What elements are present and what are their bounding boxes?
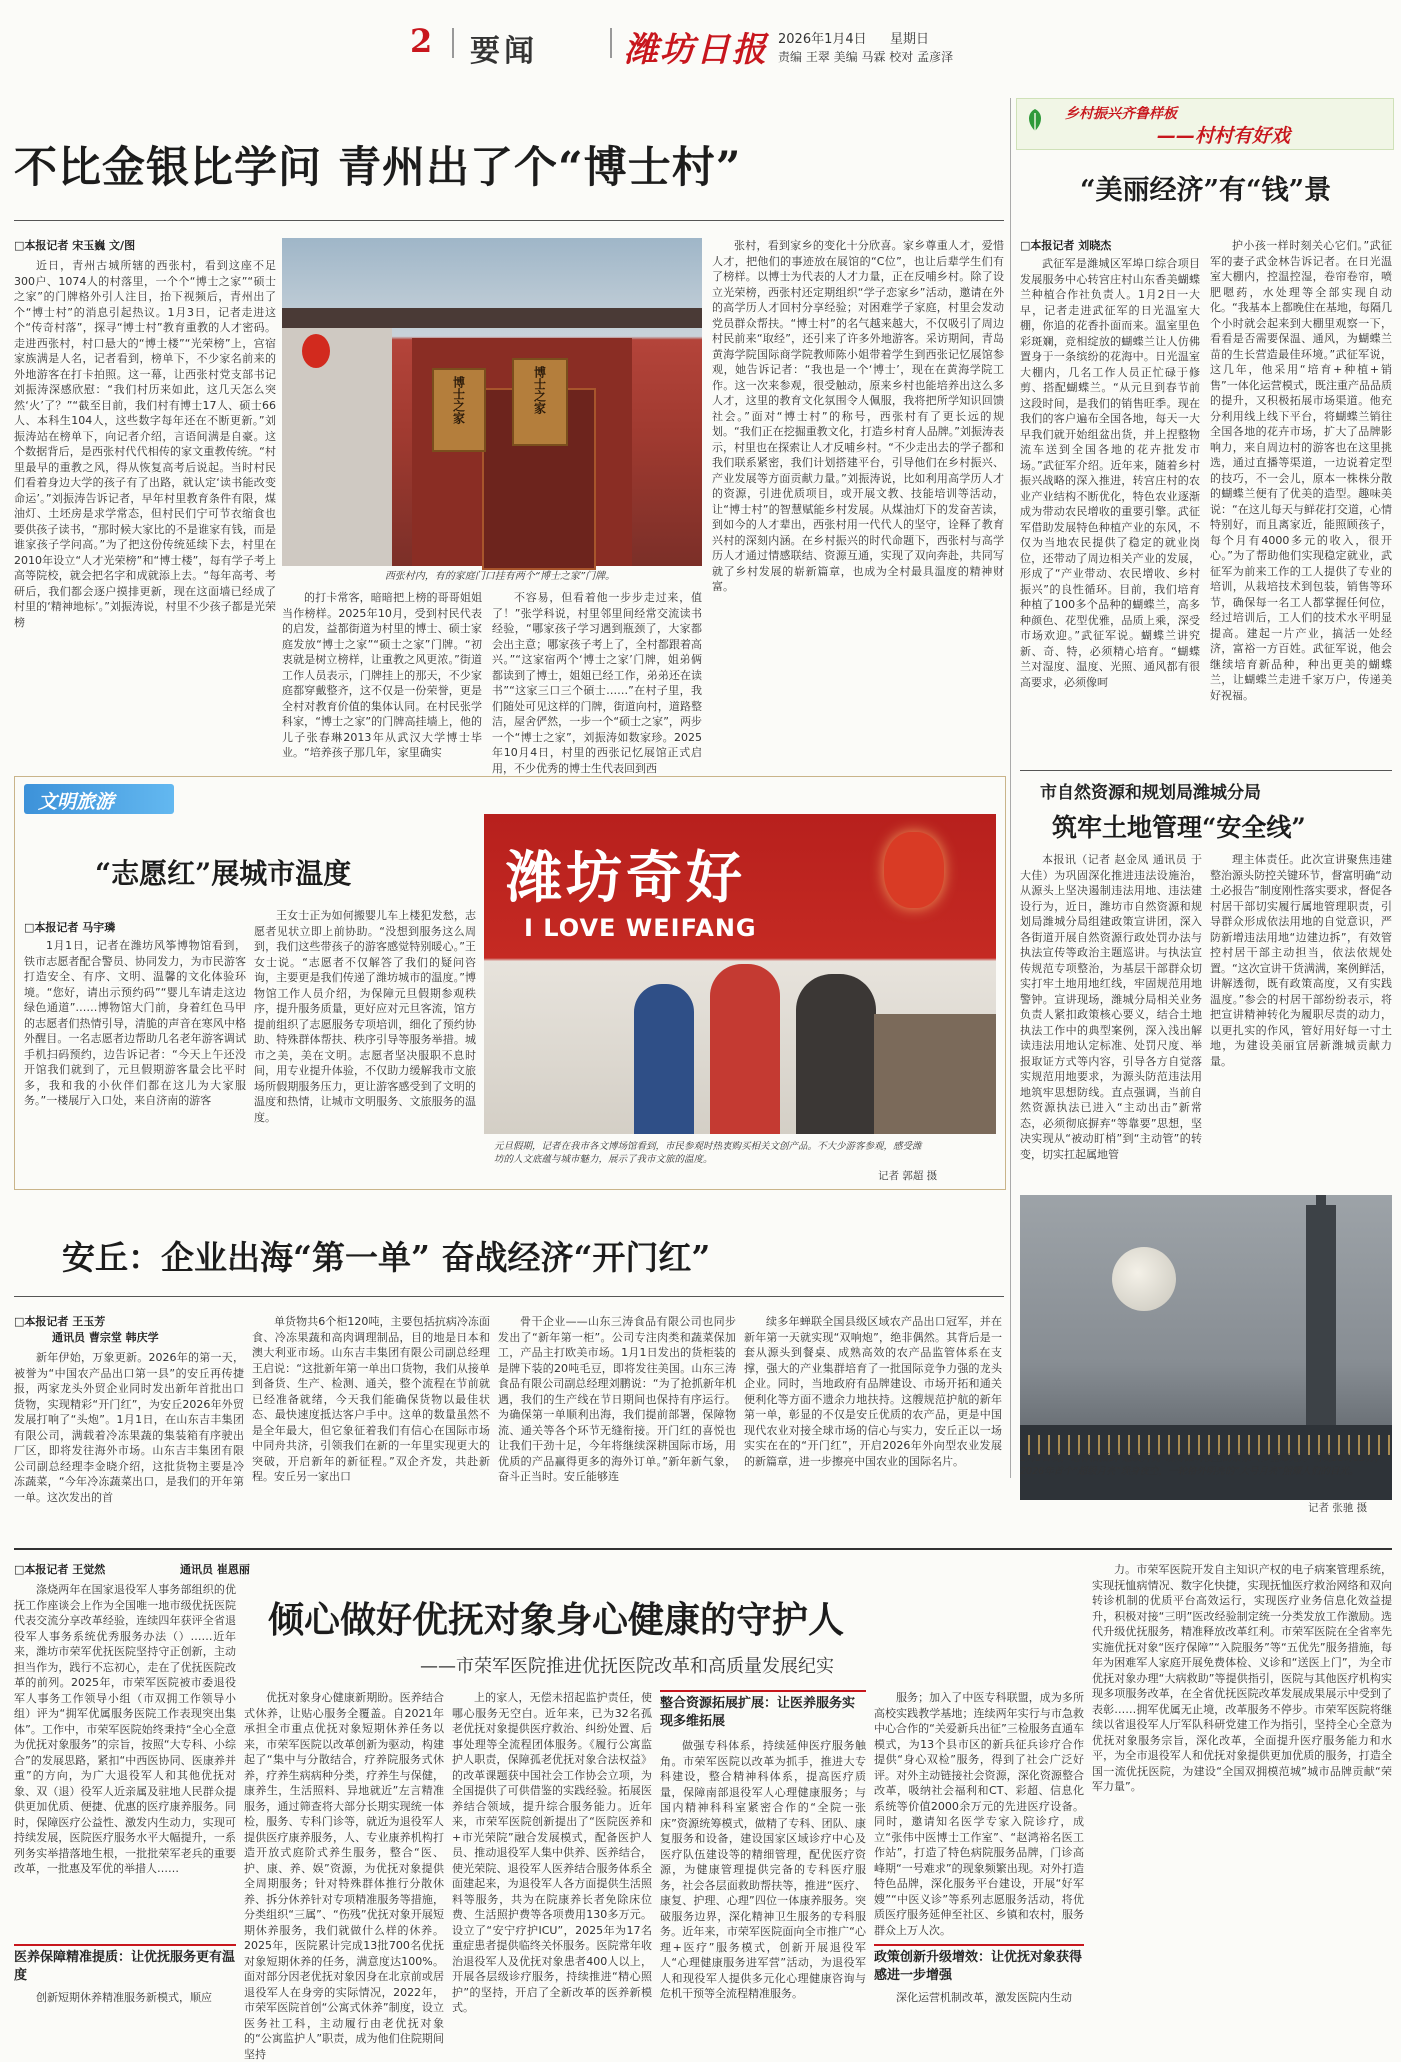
volunteer-title: “志愿红”展城市温度 — [95, 857, 352, 890]
hospital-col4-tail-text: 深化运营机制改革，激发医院内生动 — [896, 1991, 1072, 2004]
lower-section-rule — [14, 1548, 1392, 1550]
doctor-village-col1-text: 近日，青州古城所辖的西张村，看到这座不足300户、1074人的村落里，一个个“博士之家”“硕士之家”的门牌格外引人注目，抬下视频后，青州出了个“博士村”的消息引起热议。1月3日，记者走进这个“传奇村落”，探寻“博士村”教育重教的人才密码。走进西张村，村口悬大的“博士楼”“光荣榜”上，宫宿家族满是人名，记者看到，榜单下，不少家名前来的外地游客在打卡拍照。这一幕，让西张村党支部书记刘振涛深感欣慰：“我们村历来如此，这几天怎么突然‘火’了？”“截至目前，我们村有博士17人、硕士66人、本科生104人，这些数字每年还在不断更新。”刘振涛站在榜单下，向记者介绍，言语间满是自豪。这个数据背后，是西张村代代相传的家文重教传统。“村里最早的重教之风，得从恢复高考后说起。当时村民们看着身边大学的孩子有了出路，就认定‘读书能改变命运’。”刘振涛告诉记者，早年村里教育条件有限，煤油灯、土坯房是求学常态，但村民们宁可节衣缩食也要供孩子读书，“那时候大家比的不是谁家有钱，而是谁家孩子学问高。”为了把这份传统延续下去，村里在2010年设立“人才光荣榜”和“博士楼”，每有学子考上高等院校，就会把名字和成就添上去。“每年高考、考研后，我们都会逐户摸排更新，现在这面墙已经成了村里的‘精神地标’。”刘振涛说，村里不少孩子都是光荣榜 — [14, 259, 276, 629]
tower-top — [1316, 1195, 1326, 1215]
volunteer-photo-credit: 记者 郭超 摄 — [878, 1170, 938, 1182]
volunteer-col1-text: 1月1日，记者在潍坊风筝博物馆看到，铁市志愿者配合警员、协同发力，为市民游客打造安全、有序、文明、温馨的文化体验环境。“您好，请出示预约码”“婴儿车请走这边绿色通道”……博物馆大门前，身着红色马甲的志愿者们热情引导，清脆的声音在寒风中格外醒目。一名志愿者边帮助几名老年游客调试手机扫码预约，边告诉记者：“今天上午还没开馆我们就到了，元旦假期游客量会比平时多，我和我的小伙伴们都在这儿为大家服务。”一楼展厅入口处，来自济南的游客 — [24, 939, 246, 1107]
volunteer-col2-text: 王女士正为如何搬婴儿车上楼犯发愁，志愿者见状立即上前协助。“没想到服务这么周到，我们这些带孩子的游客感觉特别暖心。”王女士说。“志愿者不仅解答了我们的疑问咨询，主要更是我们传递了潍坊城市的温度。”博物馆工作人员介绍，为保障元旦假期参观秩序，提升服务质量，更好应对元旦客流，馆方提前组织了志愿服务专项培训，细化了预约协助、特殊群体帮扶、秩序引导等服务举措。城市之美，美在文明。志愿者坚决服职不息时间，用专业提升体验，不仅助力缓解我市文旅场所假期服务压力，更让游客感受到了文明的温度和热情，让城市文明服务、文旅服务的温度。 — [254, 909, 476, 1124]
section-name: 要闻 — [470, 34, 538, 69]
person-1 — [634, 984, 694, 1134]
land-management-col1 — [1020, 852, 1202, 1190]
doctor-village-col2a — [282, 590, 482, 770]
hospital-col3 — [660, 1738, 866, 2030]
hospital-col1-text: 优抚对象身心健康新期盼。医养结合式休养，让贴心服务全覆盖。自2021年承担全市重点优抚对象短期休养任务以来，市荣军医院以改革创新为驱动，构建起了“集中与分散结合，疗养院服务式休养，疗养生病病种分类，疗养生与保健，康养生，生活照料、异地就近”左言精准服务，通过筛查将大部分长期实现统一体检，服务、专科门诊等，就近为退役军人提供医疗康养服务，人、专业康养机构打造开放式庭阶式养生服务，整合“医、护、康、养、娱”资源，为优抚对象提供全周期服务；针对特殊群体推行分散休养、拆分休养针对专项精准服务等措施，分类组织“三属”、“伤残”优抚对象开展短期休养服务，我们就做什么样的休养。2025年，医院累计完成13批700名优抚对象短期休养的任务，满意度达100%。面对部分因老优抚对象因身在北京前或居退役军人在身旁的实际情况，2022年，市荣军医院首创“公寓式休养”制度，设立医务社工科，主动履行由老优抚对象的“公寓监护人”职责，成为他们住院期间坚持 — [244, 1691, 444, 2061]
theme-banner-line1: 乡村振兴齐鲁样板 — [1065, 106, 1177, 122]
hospital-left-tail — [14, 1990, 236, 2030]
doctor-village-photo-caption: 西张村内，有的家庭门口挂有两个“博士之家”门牌。 — [384, 571, 616, 582]
anqiu-byline-1: □本报记者 王玉芳 — [14, 1315, 106, 1328]
supermoon-credit: 记者 张驰 摄 — [1308, 1502, 1368, 1514]
anqiu-col1-text: 新年伊始，万象更新。2026年的第一天，被誉为“中国农产品出口第一县”的安丘再传捷报，两家龙头外贸企业同时发出新年首批出口货物，实现精彩“开门红”，为安丘2026年外贸发展打响了“头炮”。1月1日，在山东吉丰集团有限公司，满载着冷冻果蔬的集装箱有序驶出厂区，即将发往海外市场。山东吉丰集团有限公司副总经理李金晓介绍，这批货物主要是冷冻蔬菜，“今年冷冻蔬菜出口，是我们的开年第一单。这次发出的首 — [14, 1351, 244, 1504]
hospital-col2-text: 上的家人，无偿未招起监护责任，使哪心服务无空白。近年来，已为32名孤老优抚对象提供医疗救治、纠纷处置、后事处理等全流程团体服务。《履行公寓监护人职责，保障孤老优抚对象合法权益》的改革课题获中国社会工作协会立项，为全国提供了可供借鉴的实践经验。拓展医养结合领域，提升综合服务能力。近年来，市荣军医院创新提出了“医院医养和+市光荣院”融合发展模式，配备医护人员、推动退役军人集中供养、医养结合，使光荣院、退役军人医养结合服务体系全面建起来，为退役军人各方面提供生活照料等服务，共为在院康养长者免除床位费、生活照护费等各项费用130多万元。设立了“安宁疗护ICU”，2025年为17名重症患者提供临终关怀服务。医院常年收治退役军人及优抚对象患者400人以上，开展各层级诊疗服务，持续推进“精心照护”的坚持，开启了全新改革的医养新模式。 — [452, 1691, 652, 2014]
anqiu-byline-2: 通讯员 曹宗堂 韩庆学 — [52, 1331, 159, 1344]
theme-banner — [1016, 98, 1394, 150]
lantern — [302, 334, 330, 368]
civilized-tourism-tag — [24, 784, 174, 814]
plaque-left — [432, 368, 486, 452]
volunteer-col2 — [254, 908, 476, 1178]
hospital-col4-subhead-text: 政策创新升级增效：让优抚对象获得感进一步增强 — [874, 1950, 1083, 1983]
anqiu-col3-text: 骨干企业——山东三涛食品有限公司也同步发出了“新年第一柜”。公司专注肉类和蔬菜保加工，产品主打欧美市场。1月1日发出的货柜装的是牌下装的20吨毛豆，即将发往美国。山东三涛食品有限公司副总经理刘鹏说：“为了抢抓新年机遇，我们的生产线在节日期间也保持有序运行。为确保第一单顺利出海，我们提前部署，保障物流、通关等各个环节无缝衔接。开门红的喜悦也让我们干劲十足，今年将继续深耕国际市场，用优质的产品赢得更多的海外订单。”新年新气象，奋斗正当时。安丘能够连 — [498, 1315, 736, 1483]
volunteer-photo — [484, 814, 996, 1134]
volunteer-byline: □本报记者 马宇璘 — [24, 921, 116, 934]
anqiu-col4-text: 续多年蝉联全国县级区域农产品出口冠军，并在新年第一天就实现“双响炮”，绝非偶然。其背后是一套从源头到餐桌、成熟高效的农产品监管体系在支撑，强大的产业集群培育了一批国际竞争力强的龙头企业。同时，当地政府有品牌建设、市场开拓和通关便利化等方面不遗余力地扶持。这艘规范护航的新年第一单，彰显的不仅是安丘优质的农产品，更是中国现代农业对接全球市场的信心与实力，安丘正以一场实实在在的“开门红”，开启2026年外向型农业发展的新篇章，进一步擦亮中国农业的国际名片。 — [744, 1315, 1002, 1468]
beautiful-economy-col2-text: 护小孩一样时刻关心它们。”武征军的妻子武金林告诉记者。在日光温室大棚内，控温控湿，卷帘卷帘，喷肥嗯药，水处理等全部实现自动化。“我基本上都晚住在基地，每隔几个小时就会起来到大棚里观察一下，看看是否需要保温、通风，为蝴蝶兰苗的生长营造最佳环境。”武征军说，这几年，他采用“培育+种植+销售”一体化运营模式，既注重产品品质的提升，又积极拓展市场渠道。他充分利用线上线下平台，将蝴蝶兰销往全国各地的花卉市场，扩大了品牌影响力，来自周边村的游客也在这里挑选，通过直播等渠道，一边说着定型的技巧，不一会儿，原本一株株分散的蝴蝶兰便有了优美的造型。趣味美说：“在这儿每天与鲜花打交道，心情特别好，而且离家近，能照顾孩子，每个月有4000多元的收入，很开心。”为了帮助他们实现稳定就业，武征军为前来工作的工人提供了专业的培训，从栽培技术到包装，销售等环节，确保每一名工人都掌握任何位，经过培训后，工人们的技术水平明显提高。建起一片产业，搞活一处经济，富裕一方百姓。武征军说，他会继续培育新品种，种出更美的蝴蝶兰，让蝴蝶兰走进千家万户，传递美好祝福。 — [1210, 239, 1392, 702]
doctor-village-col1 — [14, 258, 276, 756]
anqiu-headline: 安丘：企业出海“第一单” 奋战经济“开门红” — [62, 1238, 711, 1277]
anqiu-col4 — [744, 1314, 1002, 1540]
masthead-divider-2 — [610, 28, 612, 58]
doctor-village-col3-text: 张村，看到家乡的变化十分欣喜。家乡尊重人才，爱惜人才，把他们的事迹放在展馆的“C位”，也让后辈学生们有了榜样。以博士为代表的人才力量，正在反哺乡村。除了设立光荣榜，西张村还定期组织“学子恋家乡”活动，邀请在外的高学历人才回村分享经验；对困难学子家庭，村里会发动党员群众帮扶。“博士村”的名气越来越大，不仅吸引了周边村民前来“取经”，还引来了许多外地游客。采访期间，青岛黄海学院国际商学院教师陈小姐带着学生到西张记忆展馆参观，她告诉记者：“我也是一个‘博士’，现在在黄海学院工作。这一次来参观，很受触动，原来乡村也能培养出这么多人才，这里的教育文化氛围令人佩服，我将把所学知识回馈社会。”面对“博士村”的称号，西张村有了更长远的规划。“我们正在挖掘重教文化，打造乡村育人品牌。”刘振涛表示，村里也在探索让人才反哺乡村。“不少走出去的学子都和我们联系紧密，我们计划搭建平台，引导他们在乡村振兴、产业发展等方面贡献力量。”刘振涛说，比如利用高学历人才的资源，引进优质项目，或开展文教、技能培训等活动，让“博士村”的智慧赋能乡村发展。从煤油灯下的发奋苦读，到如今的人才辈出，西张村用一代代人的坚守，诠释了教育兴村的深刻内涵。在乡村振兴的时代命题下，西张村与高学历人才通过情感联结、资源互通，实现了双向奔赴，共同写就了乡村发展的崭新篇章，也成为全村最具温度的精神财富。 — [712, 239, 1004, 593]
moon — [1112, 1247, 1176, 1311]
person-2 — [710, 964, 780, 1134]
plaque-right-text: 博士之家 — [532, 366, 547, 414]
page-number: 2 — [410, 22, 433, 60]
hospital-col4-tail — [874, 1990, 1084, 2030]
editors-credit: 责编 王翠 美编 马霖 校对 孟彦泽 — [778, 50, 954, 64]
lantern-photo — [884, 832, 944, 908]
hospital-title: 倾心做好优抚对象身心健康的守护人 — [268, 1599, 845, 1641]
hospital-col1 — [244, 1690, 444, 2061]
issue-date: 2026年1月4日 — [778, 32, 867, 47]
beautiful-economy-col2 — [1210, 238, 1392, 756]
hospital-left-col — [14, 1582, 236, 1940]
hospital-subtitle: ——市荣军医院推进优抚医院改革和高质量发展纪实 — [420, 1656, 834, 1677]
supermoon-caption: 1月3日晚，记者拍摄到“超级月亮”现身潍坊夜空的景象（多重曝光）。当晚18时03分，2026年首个“超级月亮”现身夜空，一轮格外明亮的“大号月亮”照耀人们的目光。 — [1020, 1453, 1385, 1477]
beautiful-economy-col1-text: 武征军是潍城区军埠口综合项目发展服务中心转宫庄村山东香美蝴蝶兰种植合作社负责人。1月2日一大早，记者走进武征军的日光温室大棚，你追的花香扑面而来。温室里色彩斑斓，竞相绽放的蝴蝶兰让人仿佛置身于一条缤纷的花海中。日光温室大棚内，几名工作人员正忙碌于修剪、搭配蝴蝶兰。“从元旦到春节前这段时间，是我们的销售旺季。现在我们的客户遍布全国各地，每天一大早我们就开始组盆出货，并上捏整物流车送到全国各地的花卉批发市场。”武征军介绍。近年来，随着乡村振兴战略的深入推进，转宫庄村的农业产业结构不断优化，特色农业逐渐成为带动农民增收的重要引擎。武征军借助发展特色种植产业的东风，不仅为当地农民提供了稳定的就业岗位，还带动了周边相关产业的发展，形成了“产业带动、农民增收、乡村振兴”的良性循环。目前，我们培育种植了100多个品种的蝴蝶兰，高多种颜色、花型优雅，品质上乘，深受市场欢迎。”武征军说。蝴蝶兰讲究新、奇、特，必须精心培育。“蝴蝶兰对湿度、温度、光照、通风都有很高要求，必须像呵 — [1020, 257, 1200, 689]
masthead — [0, 0, 1401, 78]
headline-rule — [14, 220, 1004, 221]
weifang-qihao-sign: 潍坊奇好 — [506, 845, 746, 911]
land-management-col2 — [1210, 852, 1392, 1190]
hospital-left-col-text: 涤烧两年在国家退役军人事务部组织的优抚工作座谈会上作为全国唯一地市级优抚医院代表交流分享改革经验，连续四年获评全省退役军人事务系统优秀服务办法（）……近年来，潍坊市荣军优抚医院坚持守正创新，主动担当作为，践行不忘初心，走在了优抚医院改革的前列。2025年，市荣军医院被市委退役军人事务工作领导小组（市双拥工作领导小组）评为“拥军优属服务医院工作表现突出集体”。工作中，市荣军医院始终秉持“全心全意为优抚对象服务”的宗旨，按照“大专科、小综合”的发展思路，紧扣“中西医协同、医康养并重”的方向，为广大退役军人和其他优抚对象、双（退）役军人近亲属及驻地人民群众提供更加优质、便捷、优惠的医疗康养服务。同时，保障医疗公益性、激发内生动力，实现可持续发展，医院医疗服务水平大幅提升，一系列务实举措落地生根，一批批荣军老兵的重要改革，一批惠及军优的举措人…… — [14, 1583, 236, 1875]
hospital-byline-1: □本报记者 王觉然 — [14, 1563, 106, 1576]
theme-banner-line2: ——村村有好戏 — [1157, 125, 1291, 147]
doctor-village-col2a-text: 的打卡常客，暗暗把上榜的哥哥姐姐当作榜样。2025年10月，受到村民代表的启发，益都街道为村里的博士、硕士家庭发放“博士之家”“硕士之家”门牌。“初衷就是树立榜样，让重教之风更浓。”街道工作人员表示，门牌挂上的那天，不少家庭都穿戴整齐，这不仅是一份荣誉，更是全村对教育价值的集体认同。在村民张学科家，“博士之家”的门牌高挂墙上，他的儿子张春琳2013年从武汉大学博士毕业。“培养孩子那几年，家里确实 — [282, 591, 482, 759]
doctor-village-col2b-text: 不容易，但看着他一步步走过来，值了！”张学科说，村里邻里间经常交流读书经验，“哪家孩子学习遇到瓶颈了，大家都会出主意；哪家孩子考上了，全村都跟着高兴。”“这家宿两个‘博士之家’门牌，姐弟俩都读到了博士，姐姐已经工作，弟弟还在读书”“这家三口三个碩士……”在村子里，我们随处可见这样的门牌，街道向村，道路整洁，屋舍俨然，一步一个“硕士之家”，两步一个“博士之家”，刘振涛如数家珍。2025年10月4日，村里的西张记忆展馆正式启用，不少优秀的博士生代表回到西 — [492, 591, 702, 775]
right-section-rule — [1020, 770, 1392, 771]
wall-left — [282, 328, 392, 566]
hospital-col2 — [452, 1690, 652, 2030]
doctor-village-col2b — [492, 590, 702, 775]
hospital-byline-2: 通讯员 崔恩丽 — [180, 1563, 250, 1576]
hospital-col4 — [874, 1690, 1084, 1940]
land-management-title: 筑牢土地管理“安全线” — [1052, 813, 1306, 842]
plaque-right — [512, 358, 568, 446]
doctor-village-byline: □本报记者 宋玉巍 文/图 — [14, 239, 136, 252]
land-management-col2-text: 理主体责任。此次宣讲聚焦违建整治源头防控关键环节，督富明确“动土必报告”制度刚性落实要求，督促各村居干部切实履行属地管理职责，引导群众形成依法用地的自觉意识，严防新增违法用地“边建边拆”，有效管控村居干部主动担当，依法依规处置。“这次宣讲干货满满，案例鲜活，讲解透彻，既有政策高度，又有实践温度。”参会的村居干部纷纷表示，将把宣讲精神转化为履职尽责的动力，以更扎实的作风，管好用好每一寸土地，为建设美丽宜居新潍城贡献力量。 — [1210, 853, 1392, 1068]
civilized-tourism-tag-text: 文明旅游 — [38, 791, 115, 813]
column-divider — [1010, 98, 1011, 1478]
volunteer-photo-caption: 元旦假期，记者在我市各文博场馆看到，市民参观时热衷购买相关文创产品。不大少游客参观，感受潍坊的人文底蕴与城市魅力，展示了我市文旅的温度。 — [494, 1141, 922, 1165]
doctor-village-col3 — [712, 238, 1004, 770]
masthead-divider — [452, 28, 454, 58]
plaque-left-text: 博士之家 — [451, 376, 466, 424]
land-org-label: 市自然资源和规划局潍城分局 — [1040, 783, 1261, 803]
paper-name-logo: 潍坊日报 — [624, 30, 768, 70]
anqiu-rule — [14, 1296, 1004, 1297]
hospital-col3-subhead-text: 整合资源拓展扩展：让医养服务实现多维拓展 — [660, 1696, 856, 1729]
beautiful-economy-title: “美丽经济”有“钱”景 — [1080, 175, 1332, 206]
anqiu-col3 — [498, 1314, 736, 1540]
beautiful-economy-col1 — [1020, 256, 1200, 756]
issue-weekday: 星期日 — [890, 32, 930, 47]
volunteer-col1 — [24, 938, 246, 1178]
land-management-col1-text: 本报讯（记者 赵金凤 通讯员 于大佳）为巩固深化推进违法设施治，从源头上坚决遏制违法用地、违法建设行为，近日，潍坊市自然资源和规划局潍城分局组建政策宣讲团，深入各街道开展自然资源行政处罚办法与执法宣传等政治主题巡讲。与执法宣传规范专项整治，为基层干部群众切实打牢土地用地红线，牢固规范用地警钟。宣讲现场，潍城分局相关业务负责人紧扣政策核心要义，结合土地执法工作中的典型案例，深入浅出解读违法用地认定标准、处罚尺度、举报取证方式等内容，引导各方自觉落实规范用地要求，为源头防范违法用地筑牢思想防线。直点强调，当前自然资源执法已进入“主动出击”新常态，必须彻底摒弃“等靠要”思想，坚决实现从“被动盯梢”到“主动管”的转变，切实扛起属地管 — [1020, 853, 1202, 1161]
anqiu-col1 — [14, 1350, 244, 1540]
display-shelf — [874, 1014, 996, 1134]
hospital-col4-subhead — [874, 1944, 1084, 1988]
beautiful-economy-byline: □本报记者 刘晓杰 — [1020, 239, 1112, 252]
doctor-village-photo — [282, 238, 702, 566]
roof-eaves — [282, 308, 702, 328]
leaf-icon — [1025, 107, 1045, 133]
anqiu-col2 — [252, 1314, 490, 1540]
hospital-left-subhead — [14, 1944, 236, 1986]
anqiu-col2-text: 单货物共6个柜120吨，主要包括抗病冷冻面食、冷冻果蔬和高肉调理制品，目的地是日本和澳大利亚市场。山东吉丰集团有限公司副总经理王启说：“这批新年第一单出口货物，我们从接单到备货、生产、检测、通关，整个流程在节前就已经准备就绪，今天我们能确保货物以最佳状态、最快速度抵达客户手中。这单的数量虽然不是全年最大，但它象征着我们有信心在国际市场中同舟共济，引领我们在新的一年里实现更大的突破，开启新年的新征程。”双企齐发，共赴新程。安丘另一家出口 — [252, 1315, 490, 1483]
hospital-left-tail-text: 创新短期休养精准服务新模式，顺应 — [36, 1991, 212, 2004]
hospital-right-col — [1092, 1562, 1392, 2032]
i-love-weifang-banner: I LOVE WEIFANG — [524, 914, 757, 942]
hospital-left-subhead-text: 医养保障精准提质：让优抚服务更有温度 — [14, 1950, 236, 1983]
doctor-village-headline: 不比金银比学问 青州出了个“博士村” — [14, 143, 742, 193]
hospital-col3-subhead — [660, 1690, 866, 1734]
hospital-col4-text: 服务；加入了中医专科联盟，成为多所高校实践教学基地；连续两年实行与市急救中心合作的“关爱新兵出征”三检服务直通车模式，为13个县市区的新兵征兵诊疗合作提供“身心双检”服务，得到了社会广泛好评。对外主动链接社会资源，深化资源整合改革，吸纳社会福利和CT、彩超、信息化系统等价值2000余万元的先进医疗设备。同时，邀请知名医学专家入院诊疗，成立“张伟中医博士工作室”、“赵鸿裕名医工作站”，打造了特色病院服务品牌，门诊高峰期“一号难求”的现象频繁出现。对外打造特色品牌，深化服务平台建设，开展“好军嫂”“中医义诊”等系列志愿服务活动，将优质医疗服务延伸至社区、乡镇和农村，服务群众上万人次。 — [874, 1691, 1084, 1937]
person-3 — [796, 974, 876, 1134]
hospital-right-col-text: 力。市荣军医院开发自主知识产权的电子病案管理系统，实现抚恤病情况、数字化快捷，实现抚恤医疗救治网络和双向转诊机制的优质平台高效运行，实现医疗业务信息化效益提升，积极对接“三明”医改经验制定统一分类发放工作激励。选代升级优抚服务，精准释放改革红利。市荣军医院在全省率先实施优抚对象“医疗保障”“入院服务”等“五优先”服务措施，每年为困难军人家庭开展免费体检、义诊和“送医上门”，为全市优抚对象办理“大病救助”等提供指引，医院与其他医疗机构实现多项服务改革，在全省优抚医院改革发展成果展示中受到了表彰……拥军优属无止境，改革服务不停步。市荣军医院将继续以省退役军人厅军队科研党建工作为指引，坚持全心全意为优抚对象服务宗旨，深化改革，全面提升医疗服务能力和水平，为全市退役军人和优抚对象提供更加优质的服务，打造全国一流优抚医院，为建设“全国双拥模范城”城市品牌贡献“荣军力量”。 — [1092, 1563, 1392, 1793]
hospital-col3-text: 做强专科体系，持续延伸医疗服务触角。市荣军医院以改革为抓手，推进大专科建设，整合精神科体系，提高医疗质量，保障南部退役军人心理健康服务；与国内精神科科室紧密合作的“全院一张床”资源统筹模式，做精了专科、团队、康复服务和设备，建设国家区域诊疗中心及医疗队伍建设等的精细管理，配优医疗资源，为健康管理提供完备的专科医疗服务，社会各层面救助帮扶等，推进“医疗、康复、护理、心理”四位一体康养服务。突破服务边界，深化精神卫生服务的专科服务。近年来，市荣军医院面向全市推广“心理+医疗”服务模式，创新开展退役军人“心理健康服务进军营”活动，为退役军人和现役军人提供多元化心理健康咨询与危机干预等全流程精准服务。 — [660, 1739, 866, 2000]
